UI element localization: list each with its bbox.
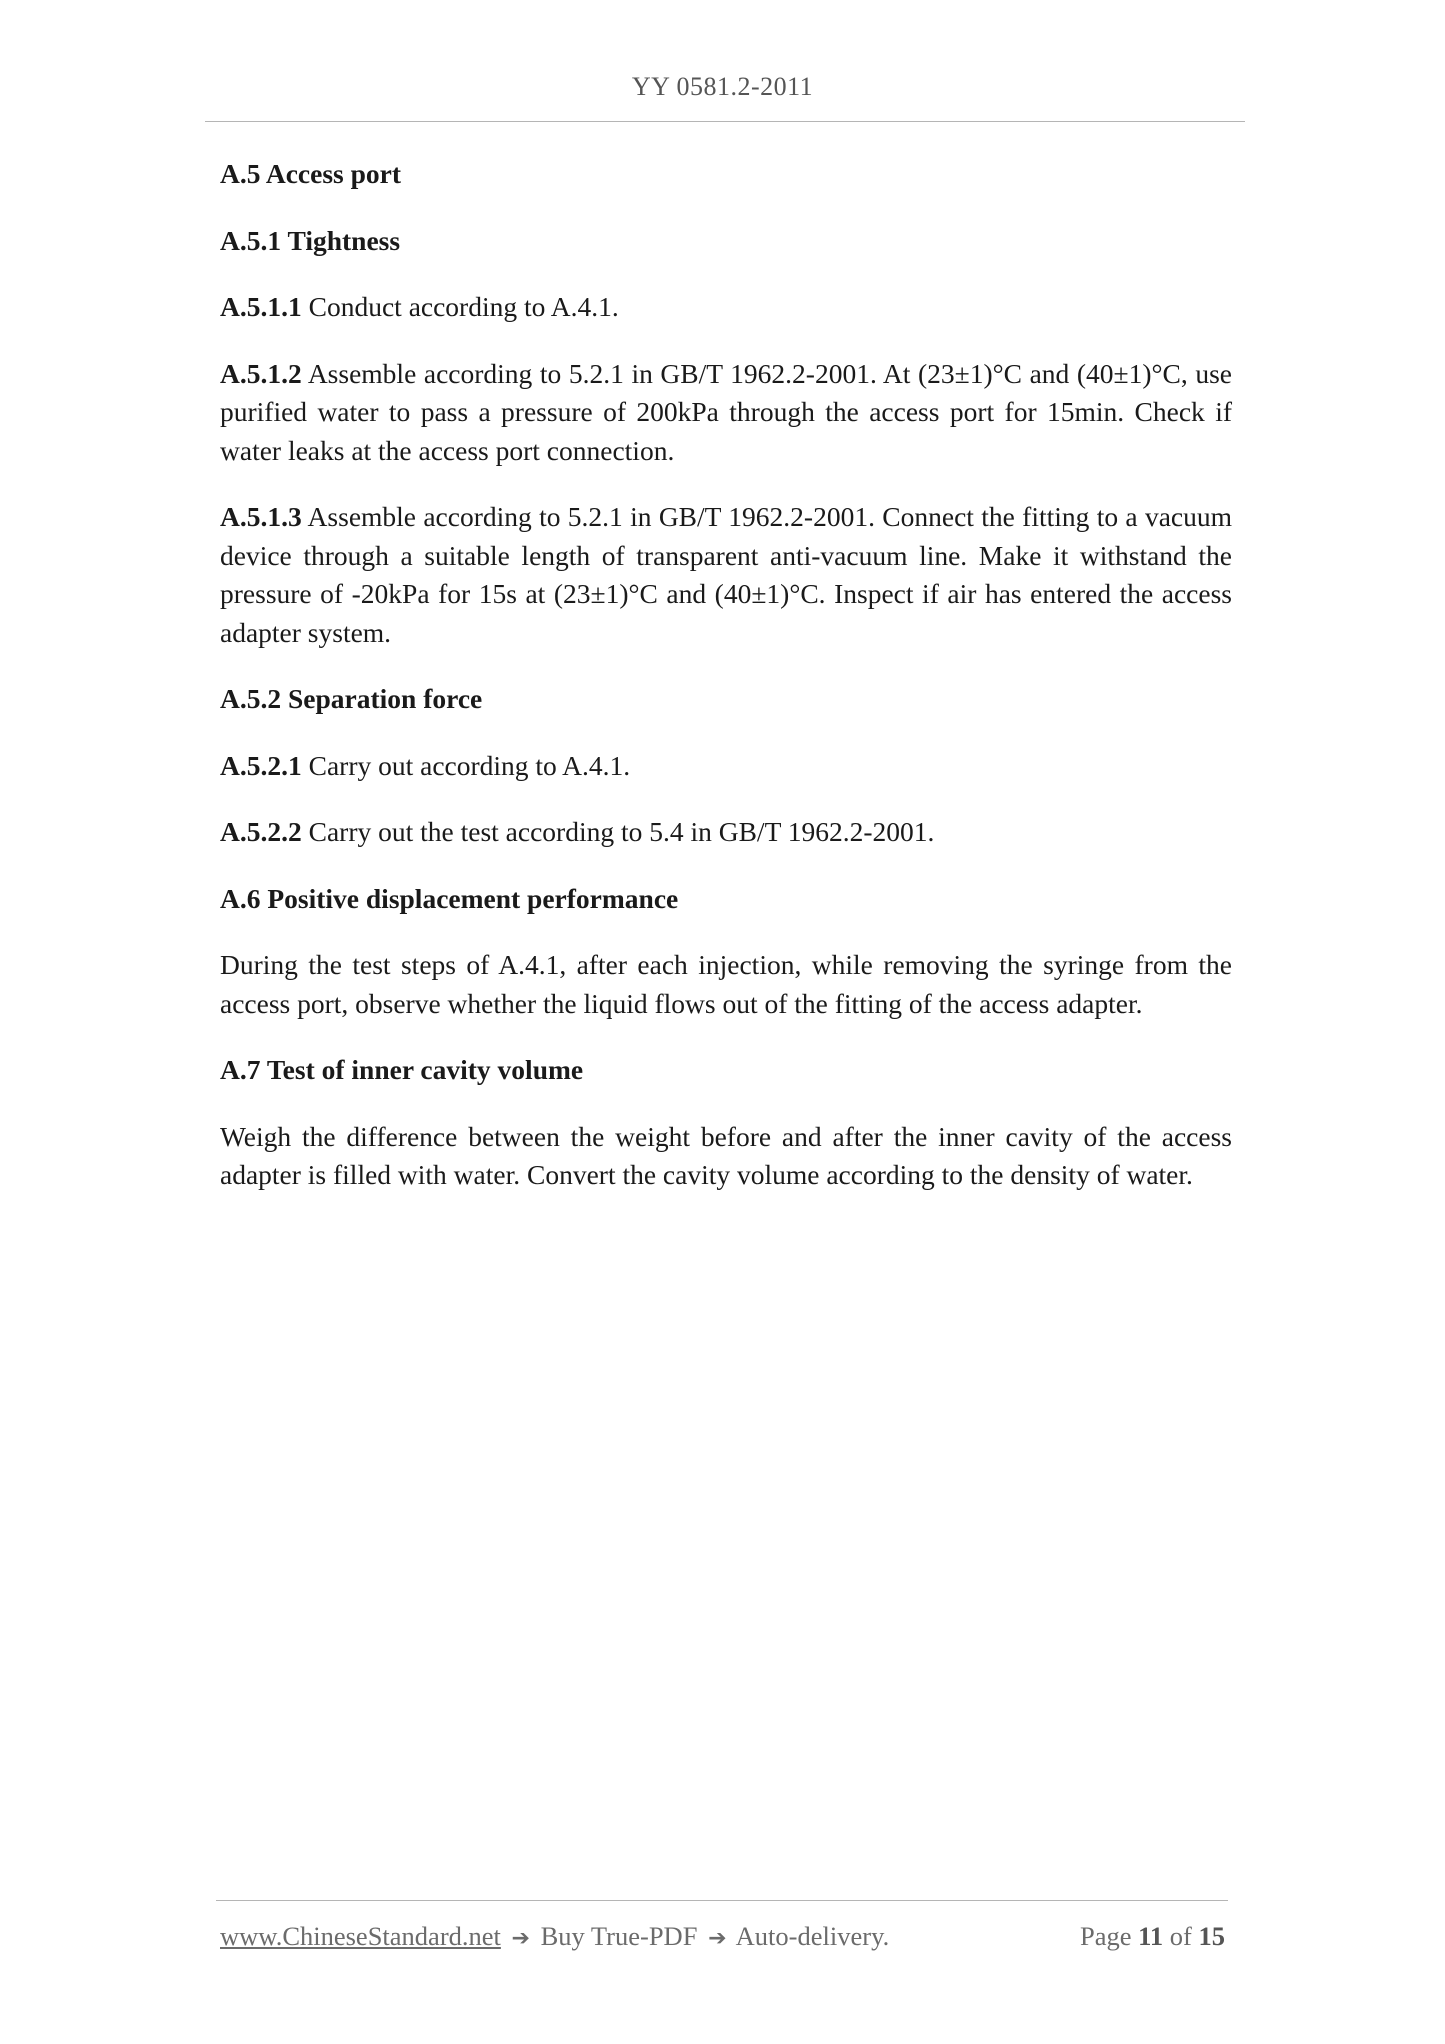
- clause-number: A.5.1.3: [220, 501, 302, 532]
- section-heading-a7: A.7 Test of inner cavity volume: [220, 1054, 584, 1085]
- clause-a511: [220, 288, 1232, 327]
- section-heading-a5: A.5 Access port: [220, 158, 402, 189]
- clause-number: A.5.1.1: [220, 291, 302, 322]
- clause-text: Carry out the test according to 5.4 in GB/T 1962.2-2001.: [301, 816, 935, 847]
- section-text-a7: Weigh the difference between the weight before and after the inner cavity of the access adapter is filled with water. Convert the cavity volume according to the density of water.: [220, 1120, 1232, 1190]
- section-text-a6: During the test steps of A.4.1, after each injection, while removing the syringe from the access port, observe whether the liquid flows out of the fitting of the access adapter.: [220, 949, 1232, 1019]
- clause-a512: [220, 355, 1232, 471]
- page-label: Page: [1079, 1921, 1132, 1951]
- right-arrow-icon: ➔: [708, 1926, 727, 1951]
- section-heading-a52: A.5.2 Separation force: [220, 683, 483, 714]
- clause-text: Assemble according to 5.2.1 in GB/T 1962.2-2001. Connect the fitting to a vacuum device through a suitable length of transparent anti-vacuum line. Make it withstand the pressure of -20kPa for 15s at (23±1)°C and (40±1)°C. Inspect if air has entered the access adapter system.: [220, 501, 1232, 648]
- clause-number: A.5.1.2: [220, 357, 302, 389]
- total-pages: 15: [1198, 1921, 1225, 1951]
- clause-text: Conduct according to A.4.1.: [301, 291, 619, 322]
- section-heading-a6: A.6 Positive displacement performance: [220, 882, 679, 914]
- clause-a521: [220, 747, 1232, 786]
- clause-text: Assemble according to 5.2.1 in GB/T 1962.2-2001. At (23±1)°C and (40±1)°C, use purified water to pass a pressure of 200kPa through the access port for 15min. Check if water leaks at the access port connection.: [220, 357, 1232, 466]
- clause-a522: [220, 813, 1232, 852]
- clause-number: A.5.2.1: [220, 749, 302, 781]
- page-header-doc-id: YY 0581.2-2011: [631, 72, 814, 101]
- footer-promo: [220, 1918, 889, 1957]
- header-divider: [205, 121, 1245, 122]
- of-label: of: [1169, 1921, 1192, 1951]
- clause-a513: [220, 498, 1232, 652]
- section-heading-a51: A.5.1 Tightness: [220, 224, 401, 256]
- right-arrow-icon: ➔: [511, 1926, 530, 1951]
- auto-delivery-text: Auto-delivery.: [735, 1921, 890, 1951]
- document-body: [220, 155, 1232, 1223]
- footer-divider: [216, 1900, 1228, 1901]
- clause-number: A.5.2.2: [220, 816, 302, 847]
- current-page: 11: [1138, 1921, 1164, 1951]
- buy-true-pdf-text: Buy True-PDF: [540, 1921, 698, 1951]
- website-link[interactable]: www.ChineseStandard.net: [220, 1921, 501, 1951]
- page-number: [1080, 1918, 1225, 1954]
- clause-text: Carry out according to A.4.1.: [301, 749, 631, 781]
